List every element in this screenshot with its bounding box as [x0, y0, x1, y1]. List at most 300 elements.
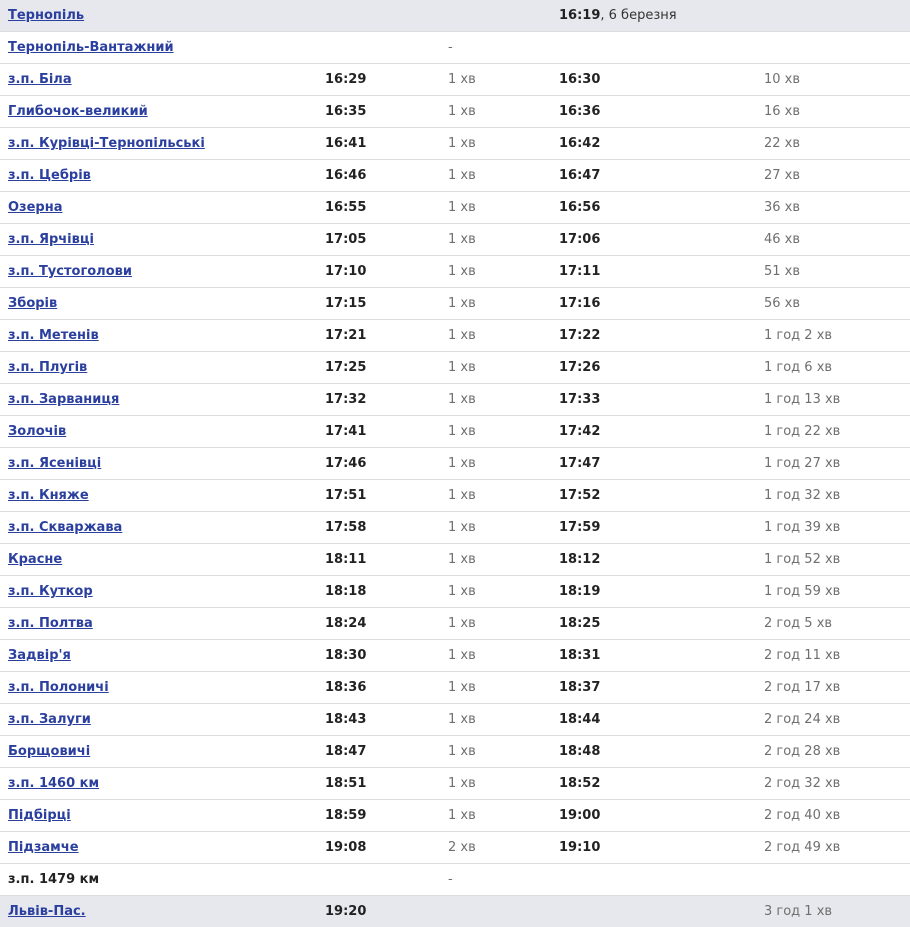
stop-row — [0, 128, 910, 160]
stop-row — [0, 512, 910, 544]
stop-duration-cell — [448, 288, 559, 320]
departure-time: 18:31 — [559, 648, 600, 663]
travel-time-cell — [764, 544, 910, 576]
arrival-time: 17:25 — [325, 360, 366, 375]
travel-time: 1 год 2 хв — [764, 328, 832, 343]
station-link[interactable]: з.п. Ясенівці — [8, 456, 101, 471]
travel-time-cell — [764, 480, 910, 512]
arrival-time: 16:35 — [325, 104, 366, 119]
station-cell — [0, 160, 325, 192]
station-link[interactable]: з.п. Зарваниця — [8, 392, 119, 407]
stop-duration: 1 хв — [448, 520, 476, 535]
station-link[interactable]: з.п. Тустоголови — [8, 264, 132, 279]
station-link[interactable]: з.п. Княже — [8, 488, 89, 503]
departure-time: 16:19 — [559, 8, 600, 23]
travel-time-cell — [764, 864, 910, 896]
station-cell — [0, 480, 325, 512]
stop-duration-cell — [448, 736, 559, 768]
stop-duration: 1 хв — [448, 744, 476, 759]
stop-duration: 1 хв — [448, 584, 476, 599]
travel-time: 10 хв — [764, 72, 800, 87]
arrival-time: 18:47 — [325, 744, 366, 759]
departure-time: 18:12 — [559, 552, 600, 567]
departure-cell — [559, 128, 764, 160]
stop-row — [0, 704, 910, 736]
travel-time-cell — [764, 832, 910, 864]
travel-time: 1 год 59 хв — [764, 584, 840, 599]
stop-duration: 1 хв — [448, 648, 476, 663]
departure-time: 16:56 — [559, 200, 600, 215]
travel-time: 56 хв — [764, 296, 800, 311]
station-cell — [0, 256, 325, 288]
departure-time: 17:59 — [559, 520, 600, 535]
departure-cell — [559, 576, 764, 608]
arrival-cell — [325, 480, 448, 512]
stop-duration-cell — [448, 512, 559, 544]
departure-time: 16:42 — [559, 136, 600, 151]
travel-time-cell — [764, 768, 910, 800]
arrival-cell — [325, 320, 448, 352]
station-link[interactable]: з.п. Полтва — [8, 616, 93, 631]
station-link[interactable]: Тернопіль-Вантажний — [8, 40, 174, 55]
station-link[interactable]: з.п. Курівці-Тернопільські — [8, 136, 205, 151]
travel-time: 2 год 11 хв — [764, 648, 840, 663]
station-cell — [0, 416, 325, 448]
travel-time-cell — [764, 672, 910, 704]
departure-time: 19:00 — [559, 808, 600, 823]
departure-cell — [559, 640, 764, 672]
travel-time-cell — [764, 896, 910, 927]
travel-time: 3 год 1 хв — [764, 904, 832, 919]
travel-time: 2 год 49 хв — [764, 840, 840, 855]
departure-cell — [559, 768, 764, 800]
stop-row — [0, 448, 910, 480]
stop-duration: 1 хв — [448, 456, 476, 471]
stop-row — [0, 800, 910, 832]
arrival-time: 17:15 — [325, 296, 366, 311]
stop-duration-cell — [448, 352, 559, 384]
stop-duration: 1 хв — [448, 776, 476, 791]
travel-time-cell — [764, 608, 910, 640]
departure-cell — [559, 0, 764, 32]
arrival-time: 18:11 — [325, 552, 366, 567]
station-link[interactable]: Львів-Пас. — [8, 904, 86, 919]
stop-row — [0, 672, 910, 704]
station-cell — [0, 672, 325, 704]
stop-duration-cell — [448, 96, 559, 128]
departure-cell — [559, 192, 764, 224]
travel-time-cell — [764, 704, 910, 736]
departure-cell — [559, 384, 764, 416]
stop-duration: 1 хв — [448, 232, 476, 247]
stop-duration-cell — [448, 800, 559, 832]
stop-duration: 1 хв — [448, 712, 476, 727]
stop-duration-cell — [448, 576, 559, 608]
departure-cell — [559, 160, 764, 192]
station-cell — [0, 832, 325, 864]
travel-time-cell — [764, 256, 910, 288]
arrival-cell — [325, 128, 448, 160]
stop-duration: - — [448, 872, 453, 887]
departure-time: 17:52 — [559, 488, 600, 503]
stop-row — [0, 768, 910, 800]
travel-time: 2 год 17 хв — [764, 680, 840, 695]
station-cell — [0, 384, 325, 416]
station-link[interactable]: з.п. Цебрів — [8, 168, 91, 183]
station-link[interactable]: з.п. Залуги — [8, 712, 91, 727]
station-link[interactable]: Озерна — [8, 200, 62, 215]
departure-cell — [559, 896, 764, 927]
departure-date: , 6 березня — [600, 8, 676, 23]
stop-duration: 1 хв — [448, 360, 476, 375]
travel-time: 2 год 24 хв — [764, 712, 840, 727]
stop-duration-cell — [448, 672, 559, 704]
travel-time-cell — [764, 224, 910, 256]
arrival-time: 19:08 — [325, 840, 366, 855]
arrival-cell — [325, 448, 448, 480]
stop-duration: 1 хв — [448, 488, 476, 503]
stop-duration-cell — [448, 896, 559, 927]
departure-cell — [559, 256, 764, 288]
stop-duration-cell — [448, 192, 559, 224]
travel-time-cell — [764, 32, 910, 64]
stop-row — [0, 352, 910, 384]
travel-time: 16 хв — [764, 104, 800, 119]
departure-time: 18:52 — [559, 776, 600, 791]
travel-time: 1 год 32 хв — [764, 488, 840, 503]
arrival-cell — [325, 512, 448, 544]
station-cell — [0, 288, 325, 320]
arrival-cell — [325, 288, 448, 320]
station-cell — [0, 512, 325, 544]
departure-time: 19:10 — [559, 840, 600, 855]
travel-time: 2 год 5 хв — [764, 616, 832, 631]
travel-time: 1 год 22 хв — [764, 424, 840, 439]
departure-time: 18:37 — [559, 680, 600, 695]
arrival-time: 16:46 — [325, 168, 366, 183]
travel-time: 27 хв — [764, 168, 800, 183]
station-link[interactable]: Підбірці — [8, 808, 71, 823]
stop-duration: 1 хв — [448, 424, 476, 439]
departure-time: 18:44 — [559, 712, 600, 727]
departure-cell — [559, 288, 764, 320]
stop-row — [0, 544, 910, 576]
station-cell — [0, 352, 325, 384]
station-cell — [0, 608, 325, 640]
departure-cell — [559, 224, 764, 256]
travel-time: 2 год 32 хв — [764, 776, 840, 791]
station-link[interactable]: Зборів — [8, 296, 57, 311]
stop-duration-cell — [448, 768, 559, 800]
station-cell — [0, 32, 325, 64]
stop-row — [0, 608, 910, 640]
stop-duration-cell — [448, 64, 559, 96]
station-cell — [0, 96, 325, 128]
departure-cell — [559, 416, 764, 448]
station-link[interactable]: з.п. Метенів — [8, 328, 99, 343]
stop-row — [0, 32, 910, 64]
arrival-cell — [325, 384, 448, 416]
arrival-cell — [325, 800, 448, 832]
departure-cell — [559, 864, 764, 896]
departure-cell — [559, 672, 764, 704]
departure-cell — [559, 512, 764, 544]
arrival-cell — [325, 0, 448, 32]
stop-row — [0, 640, 910, 672]
travel-time: 46 хв — [764, 232, 800, 247]
arrival-cell — [325, 224, 448, 256]
arrival-time: 16:29 — [325, 72, 366, 87]
arrival-cell — [325, 192, 448, 224]
stop-duration-cell — [448, 0, 559, 32]
stop-duration: 1 хв — [448, 168, 476, 183]
station-link[interactable]: з.п. Біла — [8, 72, 72, 87]
stop-duration-cell — [448, 128, 559, 160]
arrival-cell — [325, 256, 448, 288]
stop-duration: 2 хв — [448, 840, 476, 855]
stop-row — [0, 736, 910, 768]
departure-cell — [559, 352, 764, 384]
travel-time-cell — [764, 448, 910, 480]
stop-duration-cell — [448, 416, 559, 448]
stop-duration: 1 хв — [448, 104, 476, 119]
travel-time-cell — [764, 288, 910, 320]
stop-duration: 1 хв — [448, 616, 476, 631]
travel-time: 1 год 52 хв — [764, 552, 840, 567]
departure-time: 17:16 — [559, 296, 600, 311]
station-cell — [0, 544, 325, 576]
stop-duration-cell — [448, 160, 559, 192]
stop-duration: 1 хв — [448, 136, 476, 151]
arrival-cell — [325, 736, 448, 768]
stop-duration-cell — [448, 832, 559, 864]
station-link[interactable]: з.п. Ярчівці — [8, 232, 94, 247]
station-link[interactable]: з.п. Куткор — [8, 584, 93, 599]
arrival-cell — [325, 32, 448, 64]
stop-row — [0, 192, 910, 224]
departure-time: 18:25 — [559, 616, 600, 631]
departure-cell — [559, 544, 764, 576]
travel-time-cell — [764, 640, 910, 672]
departure-cell — [559, 448, 764, 480]
departure-cell — [559, 64, 764, 96]
travel-time-cell — [764, 160, 910, 192]
stop-duration: 1 хв — [448, 264, 476, 279]
stop-row — [0, 160, 910, 192]
travel-time-cell — [764, 192, 910, 224]
stop-row — [0, 256, 910, 288]
stop-duration: 1 хв — [448, 680, 476, 695]
stop-row — [0, 864, 910, 896]
travel-time-cell — [764, 800, 910, 832]
station-cell — [0, 192, 325, 224]
arrival-time: 18:59 — [325, 808, 366, 823]
stop-duration-cell — [448, 640, 559, 672]
stop-row — [0, 288, 910, 320]
departure-time: 17:42 — [559, 424, 600, 439]
arrival-cell — [325, 608, 448, 640]
station-link[interactable]: з.п. Скваржава — [8, 520, 122, 535]
arrival-time: 18:36 — [325, 680, 366, 695]
stop-duration: 1 хв — [448, 200, 476, 215]
departure-time: 16:30 — [559, 72, 600, 87]
arrival-time: 16:55 — [325, 200, 366, 215]
arrival-cell — [325, 640, 448, 672]
station-link[interactable]: Золочів — [8, 424, 66, 439]
travel-time: 2 год 28 хв — [764, 744, 840, 759]
arrival-time: 18:51 — [325, 776, 366, 791]
stop-row — [0, 224, 910, 256]
arrival-time: 17:58 — [325, 520, 366, 535]
station-cell — [0, 576, 325, 608]
travel-time: 1 год 27 хв — [764, 456, 840, 471]
travel-time: 1 год 39 хв — [764, 520, 840, 535]
travel-time-cell — [764, 320, 910, 352]
travel-time-cell — [764, 384, 910, 416]
station-cell — [0, 768, 325, 800]
stop-duration-cell — [448, 320, 559, 352]
departure-cell — [559, 320, 764, 352]
departure-cell — [559, 736, 764, 768]
station-cell — [0, 640, 325, 672]
departure-time: 16:36 — [559, 104, 600, 119]
stop-row — [0, 896, 910, 927]
travel-time: 2 год 40 хв — [764, 808, 840, 823]
station-link[interactable]: Задвір'я — [8, 648, 71, 663]
stop-row — [0, 384, 910, 416]
arrival-cell — [325, 416, 448, 448]
arrival-time: 17:41 — [325, 424, 366, 439]
stop-row — [0, 64, 910, 96]
station-link[interactable]: з.п. Полоничі — [8, 680, 109, 695]
station-link[interactable]: Борщовичі — [8, 744, 90, 759]
station-link[interactable]: Тернопіль — [8, 8, 84, 23]
station-cell — [0, 704, 325, 736]
departure-cell — [559, 832, 764, 864]
station-cell — [0, 320, 325, 352]
stop-duration-cell — [448, 384, 559, 416]
travel-time: 51 хв — [764, 264, 800, 279]
stop-duration-cell — [448, 32, 559, 64]
station-cell — [0, 864, 325, 896]
arrival-time: 19:20 — [325, 904, 366, 919]
travel-time-cell — [764, 736, 910, 768]
station-cell — [0, 448, 325, 480]
stop-row — [0, 832, 910, 864]
stop-duration-cell — [448, 608, 559, 640]
travel-time: 22 хв — [764, 136, 800, 151]
departure-cell — [559, 800, 764, 832]
arrival-cell — [325, 896, 448, 927]
stop-duration-cell — [448, 864, 559, 896]
station-link[interactable]: з.п. Плугів — [8, 360, 87, 375]
arrival-time: 17:32 — [325, 392, 366, 407]
stop-row — [0, 0, 910, 32]
stop-duration: 1 хв — [448, 552, 476, 567]
station-cell — [0, 800, 325, 832]
travel-time-cell — [764, 0, 910, 32]
stop-duration: - — [448, 40, 453, 55]
departure-time: 18:48 — [559, 744, 600, 759]
stop-duration: 1 хв — [448, 392, 476, 407]
arrival-cell — [325, 864, 448, 896]
stop-duration-cell — [448, 480, 559, 512]
arrival-cell — [325, 576, 448, 608]
travel-time: 1 год 13 хв — [764, 392, 840, 407]
travel-time-cell — [764, 128, 910, 160]
stop-duration: 1 хв — [448, 296, 476, 311]
arrival-time: 17:10 — [325, 264, 366, 279]
arrival-time: 17:21 — [325, 328, 366, 343]
arrival-cell — [325, 160, 448, 192]
stop-duration: 1 хв — [448, 808, 476, 823]
station-link[interactable]: Глибочок-великий — [8, 104, 148, 119]
stop-row — [0, 96, 910, 128]
station-link[interactable]: Красне — [8, 552, 62, 567]
departure-time: 18:19 — [559, 584, 600, 599]
arrival-cell — [325, 704, 448, 736]
arrival-time: 18:18 — [325, 584, 366, 599]
stop-duration-cell — [448, 224, 559, 256]
stop-duration: 1 хв — [448, 72, 476, 87]
arrival-time: 18:43 — [325, 712, 366, 727]
station-cell — [0, 64, 325, 96]
arrival-cell — [325, 544, 448, 576]
travel-time-cell — [764, 576, 910, 608]
arrival-cell — [325, 768, 448, 800]
stop-duration-cell — [448, 544, 559, 576]
arrival-time: 17:51 — [325, 488, 366, 503]
departure-cell — [559, 480, 764, 512]
departure-cell — [559, 32, 764, 64]
stop-row — [0, 320, 910, 352]
arrival-cell — [325, 832, 448, 864]
stop-row — [0, 576, 910, 608]
departure-time: 16:47 — [559, 168, 600, 183]
station-link[interactable]: з.п. 1460 км — [8, 776, 99, 791]
station-link[interactable]: Підзамче — [8, 840, 79, 855]
station-cell — [0, 736, 325, 768]
travel-time-cell — [764, 512, 910, 544]
station-cell — [0, 224, 325, 256]
stop-duration-cell — [448, 448, 559, 480]
arrival-cell — [325, 352, 448, 384]
arrival-cell — [325, 64, 448, 96]
departure-time: 17:06 — [559, 232, 600, 247]
stop-row — [0, 416, 910, 448]
travel-time-cell — [764, 96, 910, 128]
arrival-cell — [325, 672, 448, 704]
travel-time-cell — [764, 352, 910, 384]
departure-cell — [559, 608, 764, 640]
travel-time-cell — [764, 64, 910, 96]
arrival-time: 17:05 — [325, 232, 366, 247]
travel-time-cell — [764, 416, 910, 448]
departure-time: 17:11 — [559, 264, 600, 279]
station-cell — [0, 0, 325, 32]
departure-time: 17:26 — [559, 360, 600, 375]
departure-cell — [559, 704, 764, 736]
departure-cell — [559, 96, 764, 128]
travel-time: 1 год 6 хв — [764, 360, 832, 375]
arrival-time: 16:41 — [325, 136, 366, 151]
arrival-time: 17:46 — [325, 456, 366, 471]
arrival-cell — [325, 96, 448, 128]
travel-time: 36 хв — [764, 200, 800, 215]
station-name: з.п. 1479 км — [8, 872, 99, 887]
departure-time: 17:22 — [559, 328, 600, 343]
departure-time: 17:33 — [559, 392, 600, 407]
